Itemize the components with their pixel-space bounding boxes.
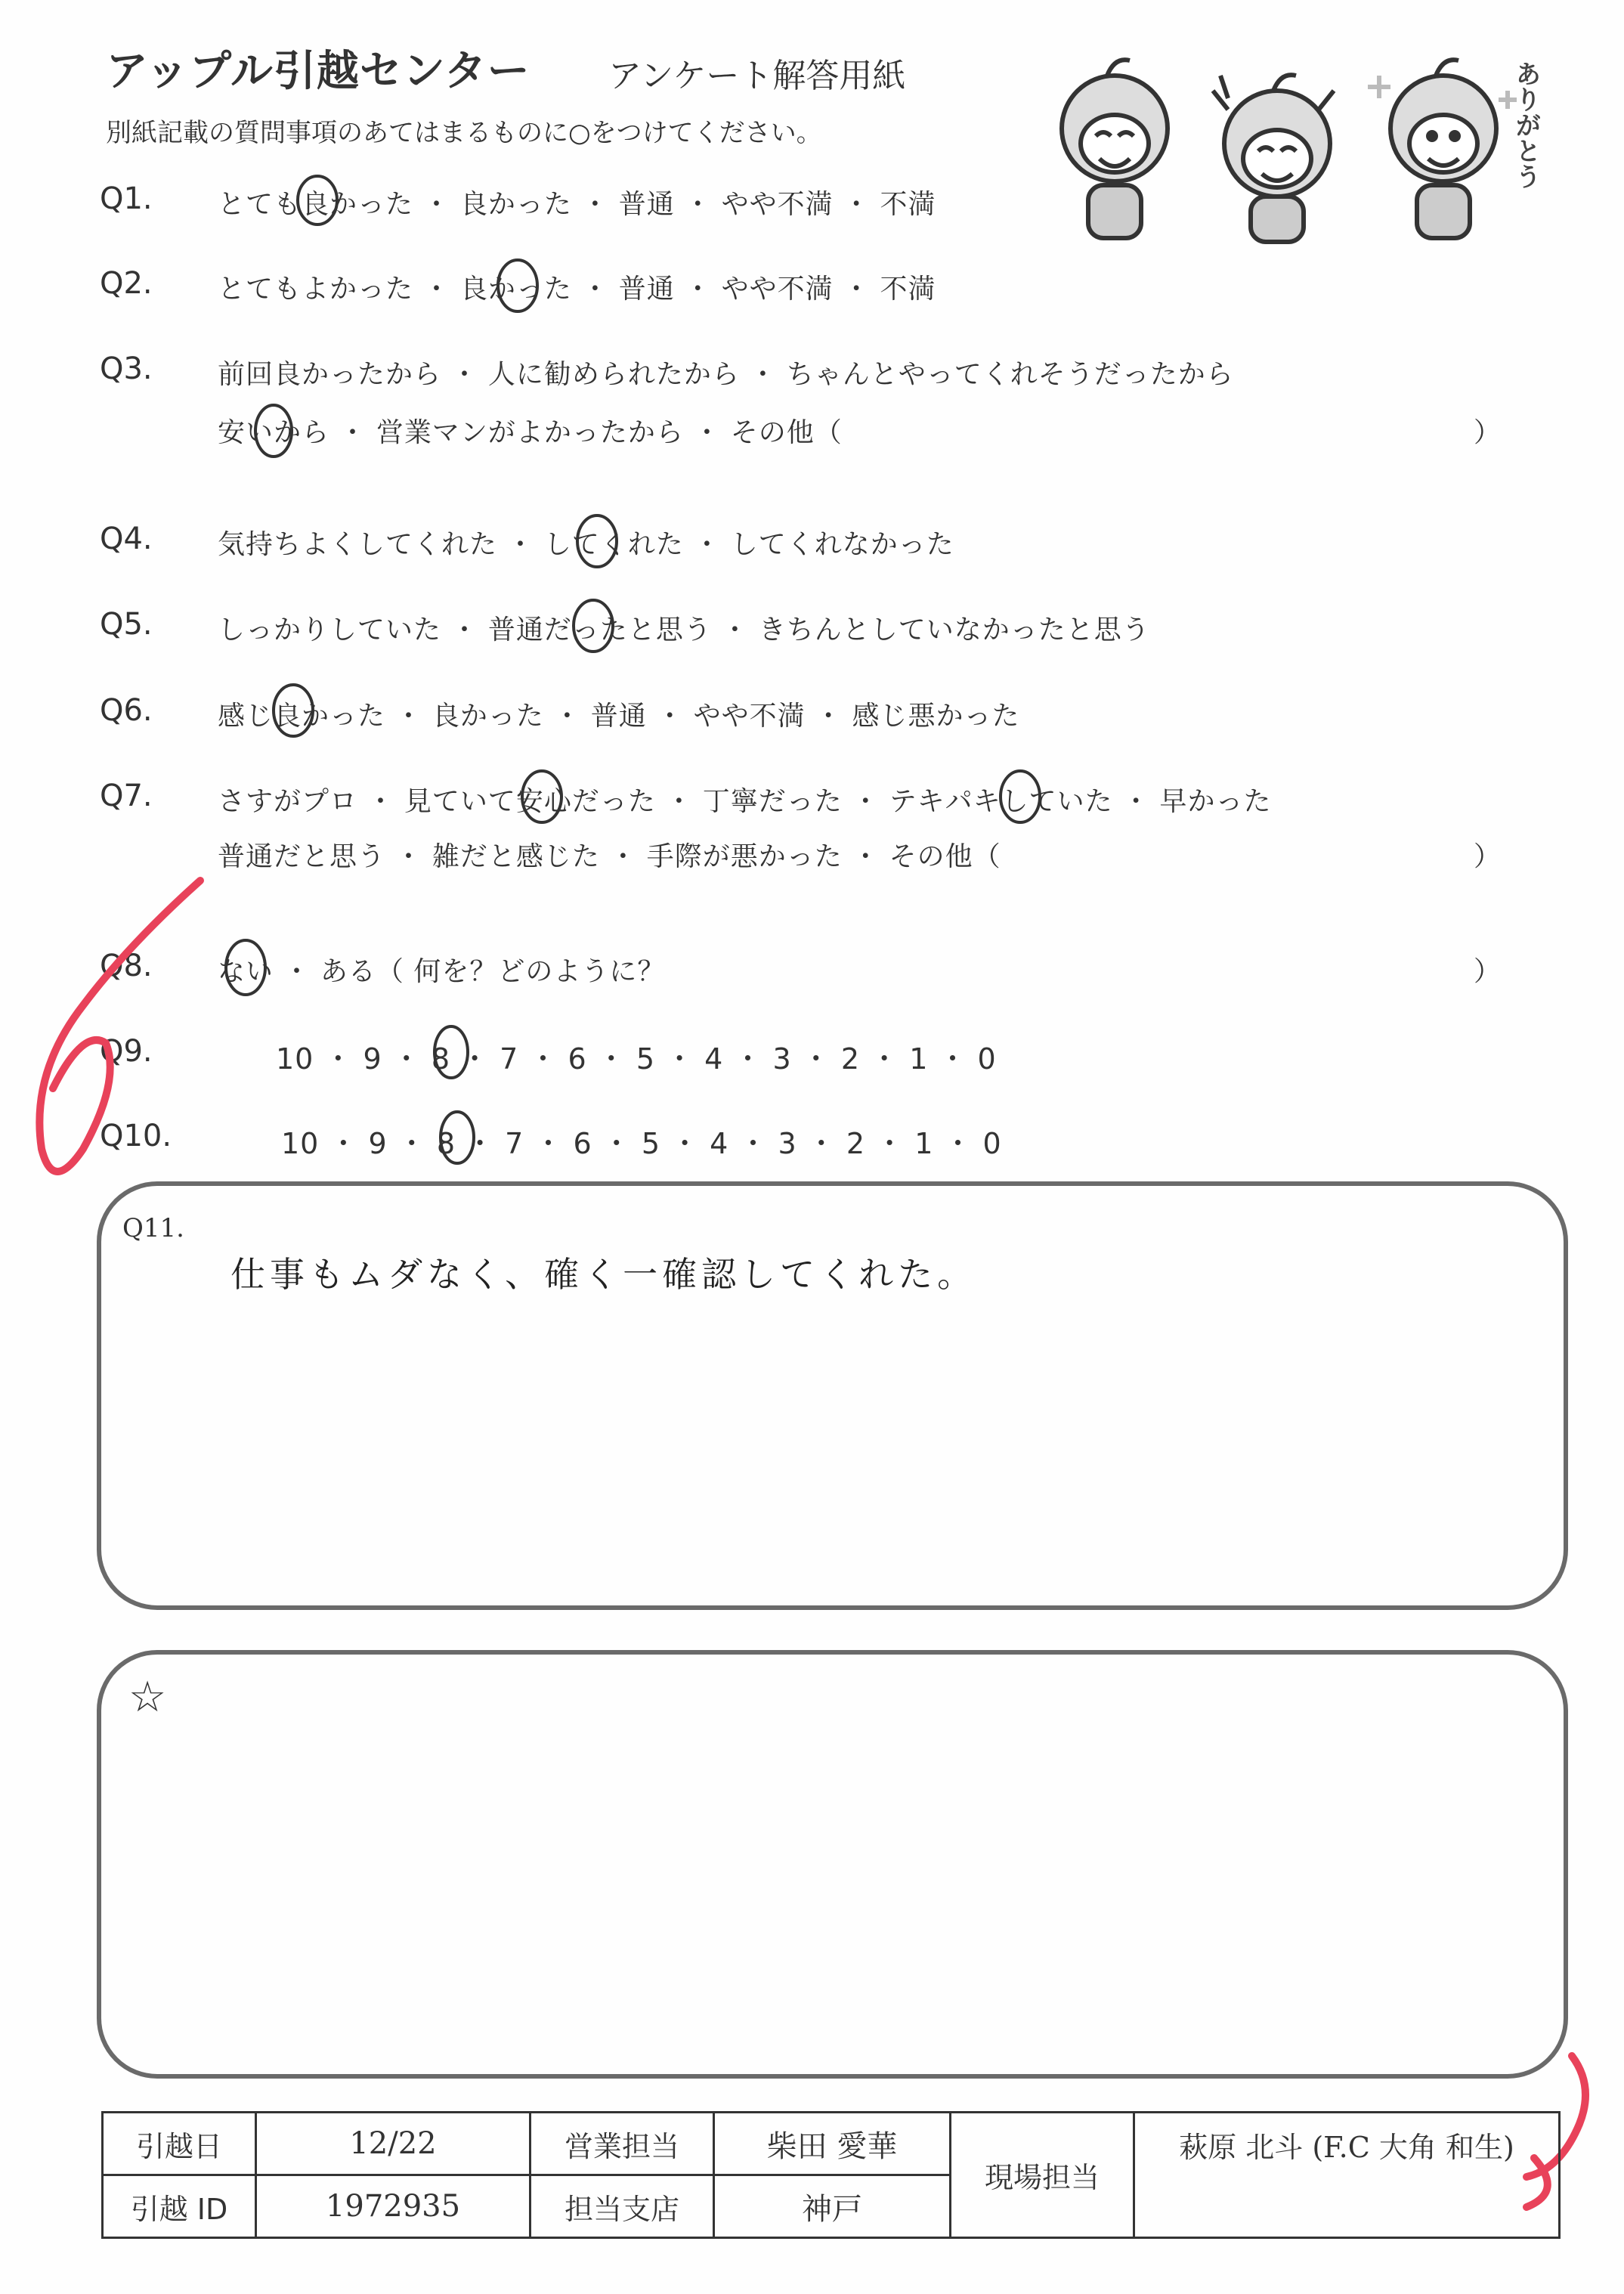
- comment-box: [97, 1650, 1568, 2079]
- sales-value: 柴田 愛華: [714, 2113, 951, 2175]
- q1-label: Q1.: [100, 181, 153, 216]
- thanks-text: ありがとう: [1511, 60, 1541, 189]
- branch-label: 担当支店: [531, 2175, 714, 2238]
- q6-options: 感じ良かった ・ 良かった ・ 普通 ・ やや不満 ・ 感じ悪かった: [218, 701, 1020, 732]
- q7-circle-mark-2: [1001, 771, 1040, 822]
- q8-label: Q8.: [100, 949, 153, 983]
- moving-id-value: 1972935: [256, 2175, 531, 2238]
- site-value: 萩原 北斗 (F.C 大角 和生): [1134, 2113, 1560, 2238]
- star-icon: ☆: [128, 1673, 167, 1722]
- moving-id-label: 引越 ID: [103, 2175, 256, 2238]
- q10-label: Q10.: [100, 1119, 172, 1153]
- q7-options-line2: 普通だと思う ・ 雑だと感じた ・ 手際が悪かった ・ その他（: [218, 841, 1001, 872]
- instruction-text: 別紙記載の質問事項のあてはまるものに○をつけてください。: [106, 118, 822, 148]
- q11-label: Q11.: [122, 1213, 184, 1243]
- q2-label: Q2.: [100, 266, 153, 301]
- q7-circle-mark-1: [522, 771, 561, 822]
- q9-scale: 10 ・ 9 ・ 8 ・ 7 ・ 6 ・ 5 ・ 4 ・ 3 ・ 2 ・ 1 ・ 0: [276, 1042, 997, 1076]
- q7-label: Q7.: [100, 779, 153, 813]
- red-check-mark-left: [39, 881, 200, 1172]
- q3-options-line2: 安いから ・ 営業マンがよかったから ・ その他（: [218, 417, 843, 448]
- form-subtitle: アンケート解答用紙: [608, 57, 906, 95]
- q3-label: Q3.: [100, 351, 153, 386]
- q8-circle-mark: [226, 940, 265, 995]
- form-title: アップル引越センター: [106, 47, 531, 96]
- moving-date-value: 12/22: [256, 2113, 531, 2175]
- q4-label: Q4.: [100, 522, 153, 556]
- info-table: [101, 2111, 1561, 2239]
- branch-value: 神戸: [714, 2175, 951, 2238]
- q5-options: しっかりしていた ・ 普通だったと思う ・ きちんとしていなかったと思う: [218, 615, 1150, 645]
- q9-circle-mark: [435, 1026, 468, 1078]
- q5-circle-mark: [574, 600, 613, 652]
- q4-circle-mark: [577, 515, 617, 567]
- q7-options-line1: さすがプロ ・ 見ていて安心だった ・ 丁寧だった ・ テキパキしていた ・ 早かった: [218, 786, 1272, 817]
- q1-circle-mark: [298, 176, 337, 224]
- q10-circle-mark: [441, 1112, 474, 1163]
- q10-scale: 10 ・ 9 ・ 8 ・ 7 ・ 6 ・ 5 ・ 4 ・ 3 ・ 2 ・ 1 ・ 0: [281, 1127, 1002, 1160]
- q3-circle-mark: [255, 405, 292, 457]
- moving-date-label: 引越日: [103, 2113, 256, 2175]
- q6-label: Q6.: [100, 693, 153, 728]
- q2-options: とてもよかった ・ 良かった ・ 普通 ・ やや不満 ・ 不満: [218, 274, 936, 305]
- q2-circle-mark: [498, 260, 537, 311]
- q7-close-paren: ）: [1474, 841, 1502, 872]
- q3-options-line1: 前回良かったから ・ 人に勧められたから ・ ちゃんとやってくれそうだったから: [218, 359, 1234, 390]
- q3-close-paren: ）: [1474, 417, 1502, 448]
- q9-label: Q9.: [100, 1034, 153, 1069]
- sales-label: 営業担当: [531, 2113, 714, 2175]
- q8-options: ない ・ ある（ 何を？どのように？: [218, 956, 666, 987]
- q5-label: Q5.: [100, 607, 153, 642]
- q11-handwritten-answer: 仕事もムダなく、確く一確認してくれた。: [230, 1254, 977, 1295]
- site-label: 現場担当: [951, 2113, 1134, 2238]
- q1-options: とても良かった ・ 良かった ・ 普通 ・ やや不満 ・ 不満: [218, 189, 936, 220]
- q6-circle-mark: [274, 685, 313, 736]
- q8-close-paren: ）: [1474, 956, 1502, 987]
- q11-answer-box: [97, 1181, 1568, 1610]
- q4-options: 気持ちよくしてくれた ・ してくれた ・ してくれなかった: [218, 529, 954, 560]
